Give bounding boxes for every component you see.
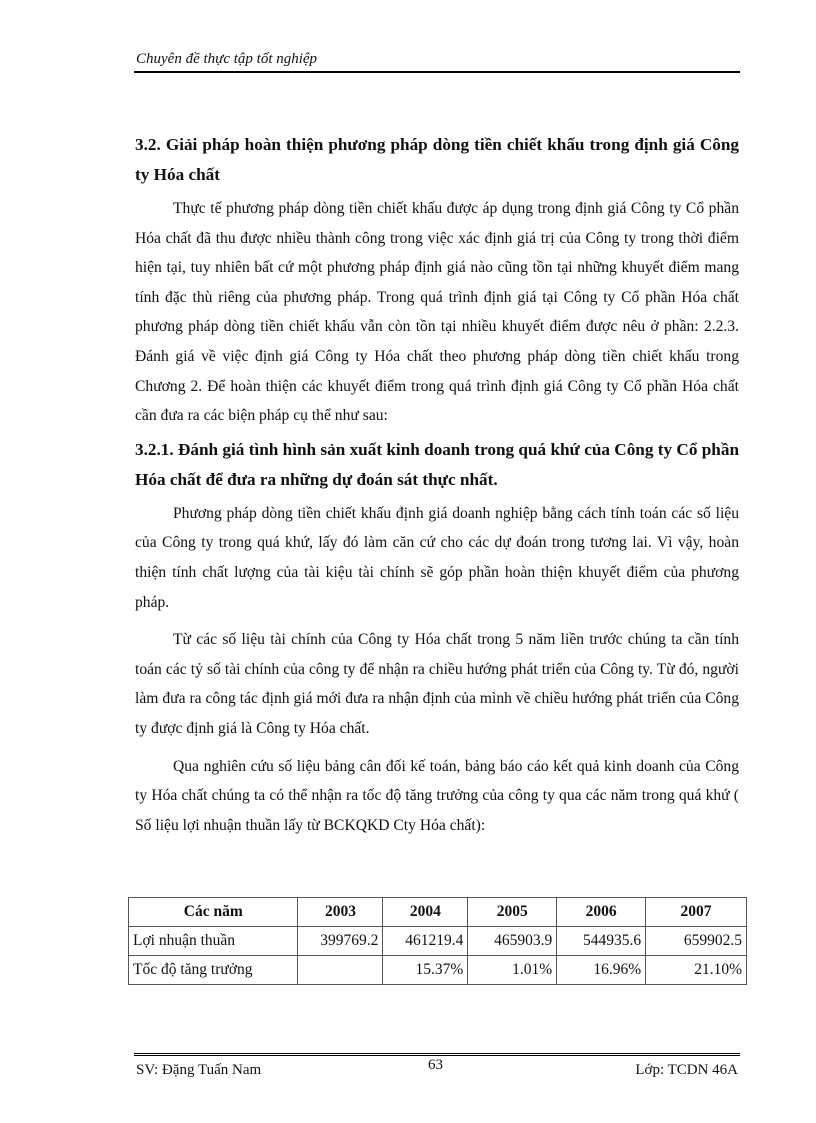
page-number: 63 <box>428 1057 443 1073</box>
table-cell: 21.10% <box>646 956 747 985</box>
table-cell: 16.96% <box>557 956 646 985</box>
table-row <box>129 927 747 956</box>
table-row <box>129 956 747 985</box>
page-header <box>134 47 740 73</box>
table-header-cell: 2005 <box>468 898 557 927</box>
table-header-cell: 2004 <box>383 898 468 927</box>
table-cell: 544935.6 <box>557 927 646 956</box>
subsection-heading: 3.2.1. Đánh giá tình hình sản xuất kinh doanh trong quá khứ của Công ty Cổ phần Hóa chất để đưa ra những dự đoán sát thực nhất. <box>135 439 739 489</box>
subsection-paragraph-2: Từ các số liệu tài chính của Công ty Hóa chất trong 5 năm liền trước chúng ta cần tính toán các tỷ số tài chính của công ty để nhận ra chiều hướng phát triển của Công ty. Từ đó, người làm đưa ra công tác định giá mới đưa ra nhận định của mình về chiều hướng phát triển của Công ty được định giá là Công ty Hóa chất. <box>135 631 739 737</box>
table-cell: 461219.4 <box>383 927 468 956</box>
footer-class: Lớp: TCDN 46A <box>635 1062 738 1078</box>
subsection-paragraph-1: Phương pháp dòng tiền chiết khấu định giá doanh nghiệp bằng cách tính toán các số liệu của Công ty trong quá khứ, lấy đó làm căn cứ cho các dự đoán trong tương lai. Vì vậy, hoàn thiện tính chất lượng của tài kiệu tài chính sẽ góp phần hoàn thiện khuyết điểm của phương pháp. <box>135 504 739 611</box>
profit-table <box>128 897 747 985</box>
table-row-label: Lợi nhuận thuần <box>129 927 298 956</box>
table-cell: 465903.9 <box>468 927 557 956</box>
table-cell: 659902.5 <box>646 927 747 956</box>
table-header-cell: 2007 <box>646 898 747 927</box>
table-header-cell: 2006 <box>557 898 646 927</box>
table-cell <box>298 956 383 985</box>
section-paragraph: Thực tế phương pháp dòng tiền chiết khấu được áp dụng trong định giá Công ty Cổ phần Hóa chất đã thu được nhiều thành công trong việc xác định giá trị của Công ty trong thời điểm hiện tại, tuy nhiên bất cứ một phương pháp định giá nào cũng tồn tại những khuyết điểm mang tính đặc thù riêng của phương pháp. Trong quá trình định giá tại Công ty Cổ phần Hóa chất phương pháp dòng tiền chiết khấu vẫn còn tồn tại nhiều khuyết điểm được nêu ở phần: 2.2.3. Đánh giá về việc định giá Công ty Hóa chất theo phương pháp dòng tiền chiết khấu trong Chương 2. Để hoàn thiện các khuyết điểm trong quá trình định giá Công ty Cổ phần Hóa chất cần đưa ra các biện pháp cụ thể như sau: <box>135 200 739 425</box>
table-header-cell: Các năm <box>129 898 298 927</box>
table-header-cell: 2003 <box>298 898 383 927</box>
table-cell: 15.37% <box>383 956 468 985</box>
table-cell: 1.01% <box>468 956 557 985</box>
page-content <box>135 130 739 840</box>
table-cell: 399769.2 <box>298 927 383 956</box>
header-title: Chuyên đề thực tập tốt nghiệp <box>136 51 318 67</box>
section-heading: 3.2. Giải pháp hoàn thiện phương pháp dòng tiền chiết khấu trong định giá Công ty Hóa chất <box>135 135 739 184</box>
table-row-label: Tốc độ tăng trưởng <box>129 956 298 985</box>
table-header-row <box>129 898 747 927</box>
subsection-paragraph-3: Qua nghiên cứu số liệu bảng cân đối kế toán, bảng báo cáo kết quả kinh doanh của Công ty Hóa chất chúng ta có thể nhận ra tốc độ tăng trưởng của công ty qua các năm trong quá khứ ( Số liệu lợi nhuận thuần lấy từ BCKQKD Cty Hóa chất): <box>135 757 739 834</box>
page-footer <box>134 1053 740 1086</box>
footer-student: SV: Đặng Tuấn Nam <box>136 1062 262 1078</box>
